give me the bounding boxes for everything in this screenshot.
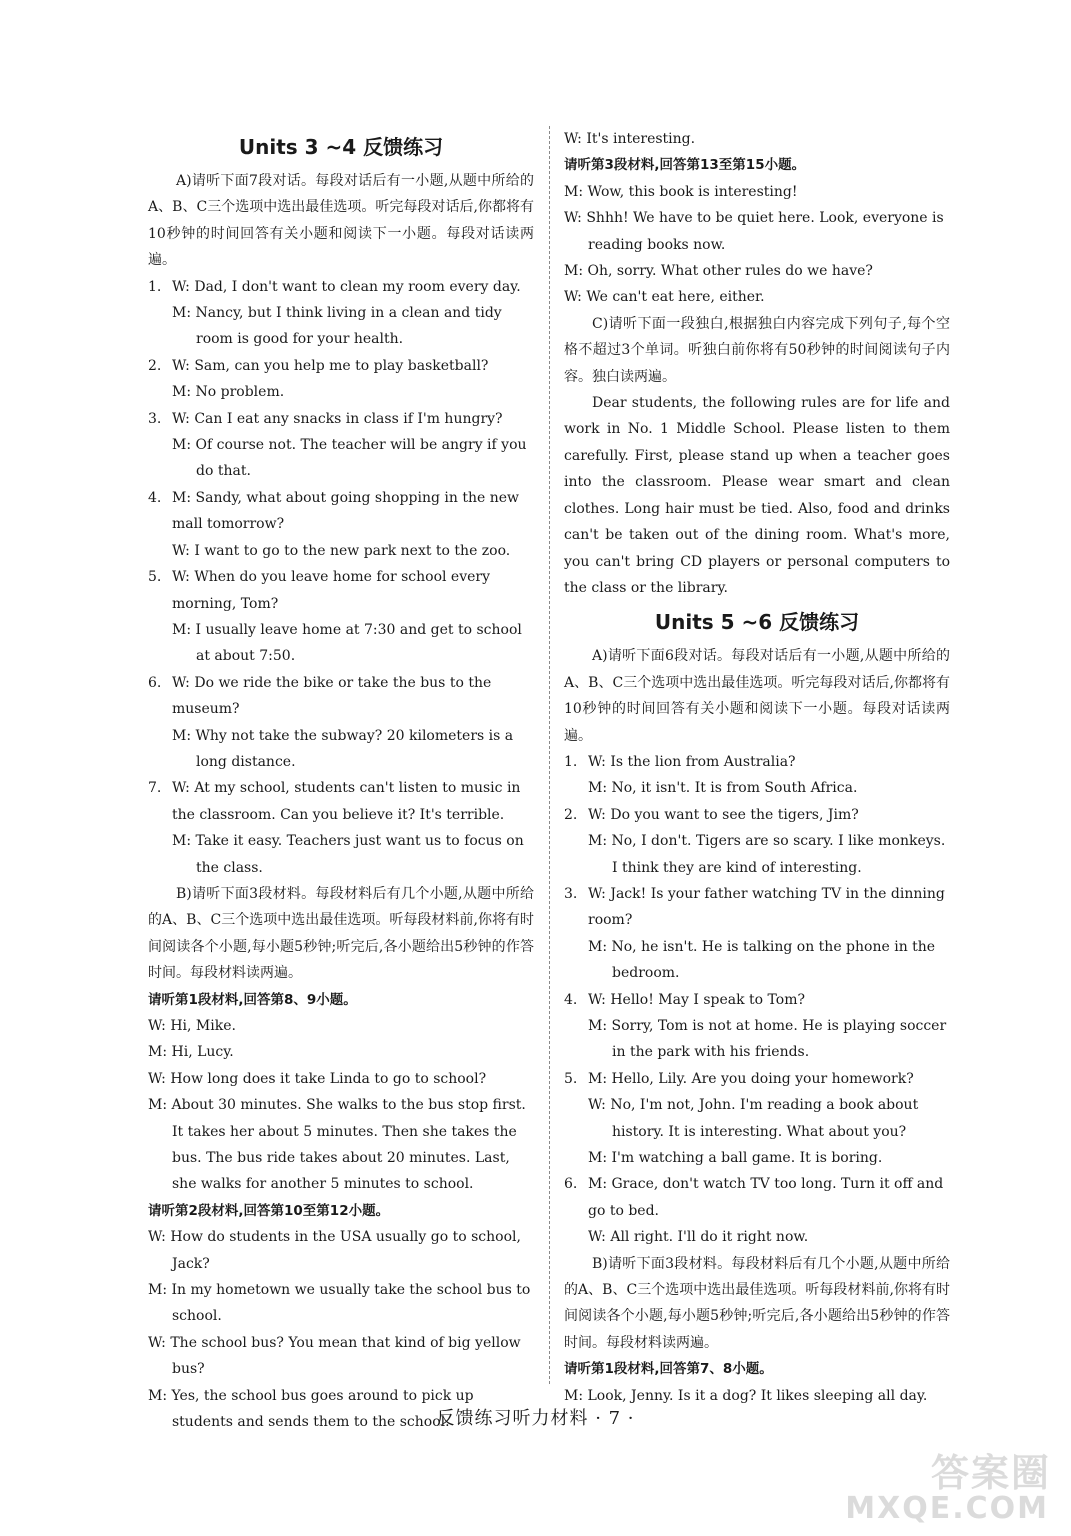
dialog-line: W: When do you leave home for school every morning, Tom?	[172, 569, 491, 612]
dialog-line: W: Jack! Is your father watching TV in the dinning room?	[588, 885, 945, 929]
script-line: W: Hi, Mike.	[148, 1018, 236, 1034]
dialog-reply: M: No, he isn't. He is talking on the phone in the bedroom.	[588, 938, 936, 982]
question-number: 5.	[564, 1070, 578, 1087]
instructions-b: B)请听下面3段材料。每段材料后有几个小题,从题中所给的A、B、C三个选项中选出最佳选项。听每段材料前,你将有时间阅读各个小题,每小题5秒钟;听完后,各小题给出5秒钟的作答时间。每段材料读两遍。	[148, 885, 534, 982]
dialog-item	[564, 1066, 950, 1092]
dialog-line: W: Do you want to see the tigers, Jim?	[588, 806, 859, 823]
watermark-top-text: 答案圈	[930, 1451, 1051, 1495]
question-number: 4.	[148, 489, 162, 506]
dialog-line: W: At my school, students can't listen to music in the classroom. Can you believe it? It's terrible.	[172, 780, 521, 823]
dialog-line: W: Sam, can you help me to play basketball?	[172, 357, 489, 374]
section-heading-units-3-4: Units 3 ~4 反馈练习	[238, 135, 444, 159]
script-line: W: How long does it take Linda to go to school?	[148, 1070, 487, 1087]
material-1-lines	[148, 1013, 534, 1198]
script-line: W: Shhh! We have to be quiet here. Look, everyone is reading books now.	[564, 210, 944, 253]
dialog-item	[148, 353, 534, 379]
script-line: M: Wow, this book is interesting!	[564, 183, 798, 200]
question-number: 2.	[564, 806, 578, 823]
dialog-item	[564, 802, 950, 828]
question-number: 3.	[148, 410, 162, 427]
script-line: M: Hi, Lucy.	[148, 1044, 234, 1061]
dialog-reply: M: No problem.	[172, 384, 285, 401]
dialog-line: W: Hello! May I speak to Tom?	[588, 991, 805, 1008]
question-number: 5.	[148, 569, 162, 586]
dialog-item	[148, 564, 534, 617]
script-line: M: About 30 minutes. She walks to the bus stop first. It takes her about 5 minutes. Then she takes the bus. The bus ride takes about 20 minutes. Last, she walks for another 5 minutes to school.	[148, 1097, 526, 1193]
question-number: 6.	[564, 1176, 578, 1193]
instructions-c: C)请听下面一段独白,根据独白内容完成下列句子,每个空格不超过3个单词。听独白前你将有50秒钟的时间阅读句子内容。独白读两遍。	[564, 315, 950, 385]
column-divider	[549, 126, 550, 1384]
instructions-b2: B)请听下面3段材料。每段材料后有几个小题,从题中所给的A、B、C三个选项中选出最佳选项。听每段材料前,你将有时间阅读各个小题,每小题5秒钟;听完后,各小题给出5秒钟的作答时间。每段材料读两遍。	[564, 1255, 950, 1351]
dialog-line: W: Do we ride the bike or take the bus to the museum?	[172, 674, 492, 718]
dialog-reply: M: Nancy, but I think living in a clean and tidy room is good for your health.	[172, 305, 502, 348]
question-number: 4.	[564, 991, 578, 1008]
dialog-line: M: Grace, don't watch TV too long. Turn it off and go to bed.	[588, 1176, 944, 1219]
dialog-reply: W: All right. I'll do it right now.	[588, 1229, 809, 1246]
dialog-item	[564, 987, 950, 1013]
dialog-item	[148, 485, 534, 538]
question-number: 6.	[148, 674, 162, 691]
dialog-reply: W: No, I'm not, John. I'm reading a book about history. It is interesting. What about you?	[588, 1097, 919, 1140]
dialog-item	[564, 749, 950, 775]
material-1-label: 请听第1段材料,回答第8、9小题。	[148, 991, 357, 1008]
left-column	[148, 126, 534, 1436]
question-number: 1.	[148, 278, 162, 295]
dialog-item	[148, 274, 534, 300]
question-number: 1.	[564, 753, 578, 770]
material-3-label: 请听第3段材料,回答第13至第15小题。	[564, 157, 806, 174]
question-number: 3.	[564, 885, 578, 902]
dialog-reply: M: Of course not. The teacher will be angry if you do that.	[172, 437, 527, 480]
script-line: W: How do students in the USA usually go to school, Jack?	[148, 1229, 521, 1272]
script-line: W: We can't eat here, either.	[564, 289, 765, 306]
dialog-reply: M: Take it easy. Teachers just want us to focus on the class.	[172, 833, 524, 876]
question-number: 2.	[148, 357, 162, 374]
right-column	[564, 126, 950, 1409]
dialog-reply: M: I'm watching a ball game. It is boring.	[588, 1150, 883, 1167]
dialog-reply: M: No, it isn't. It is from South Africa.	[588, 780, 858, 797]
dialog-reply: W: I want to go to the new park next to the zoo.	[172, 542, 511, 559]
dialog-item	[564, 881, 950, 934]
script-line: M: Look, Jenny. Is it a dog? It likes sleeping all day.	[564, 1387, 928, 1404]
dialog-reply: M: No, I don't. Tigers are so scary. I like monkeys. I think they are kind of interesting.	[588, 833, 946, 876]
dialog-item	[148, 670, 534, 723]
instructions-a: A)请听下面7段对话。每段对话后有一小题,从题中所给的A、B、C三个选项中选出最佳选项。听完每段对话后,你都将有10秒钟的时间回答有关小题和阅读下一小题。每段对话读两遍。	[148, 173, 534, 269]
dialog-reply: M: I usually leave home at 7:30 and get to school at about 7:50.	[172, 621, 522, 665]
script-line: W: The school bus? You mean that kind of big yellow bus?	[148, 1334, 521, 1378]
dialog-reply: M: Sorry, Tom is not at home. He is playing soccer in the park with his friends.	[588, 1018, 947, 1061]
material-2-label: 请听第2段材料,回答第10至第12小题。	[148, 1202, 390, 1219]
monologue-text: Dear students, the following rules are for life and work in No. 1 Middle School. Please listen to them carefully. First, please stand up when a teacher goes into the classroom. Please wear smart and clean clothes. Long hair must be tied. Also, food and drinks can't be taken out of the dining room. What's more, you can't bring CD players or personal computers to the class or the library.	[564, 395, 950, 596]
script-line: M: In my hometown we usually take the school bus to school.	[148, 1282, 531, 1325]
dialog-line: W: Can I eat any snacks in class if I'm hungry?	[172, 410, 503, 427]
script-line: M: Yes, the school bus goes around to pick up students and sends them to the school.	[148, 1387, 474, 1431]
dialog-item	[564, 1171, 950, 1224]
dialog-line: W: Is the lion from Australia?	[588, 753, 796, 770]
material-1b-label: 请听第1段材料,回答第7、8小题。	[564, 1361, 773, 1378]
watermark-logo	[845, 1440, 1059, 1530]
instructions-a2: A)请听下面6段对话。每段对话后有一小题,从题中所给的A、B、C三个选项中选出最佳选项。听完每段对话后,你都将有10秒钟的时间回答有关小题和阅读下一小题。每段对话读两遍。	[564, 648, 950, 744]
dialog-line: M: Hello, Lily. Are you doing your homework?	[588, 1070, 914, 1087]
dialog-line: W: Dad, I don't want to clean my room every day.	[172, 278, 521, 295]
script-line: W: It's interesting.	[564, 131, 696, 147]
dialog-item	[148, 775, 534, 828]
dialog-list	[148, 274, 534, 881]
material-3-lines	[564, 179, 950, 311]
dialog-reply: M: Why not take the subway? 20 kilometers is a long distance.	[172, 727, 514, 770]
page-footer: 反馈练习听力材料 · 7 ·	[436, 1408, 635, 1429]
watermark-url-text: MXQE.COM	[845, 1491, 1049, 1526]
section-heading-units-5-6: Units 5 ~6 反馈练习	[654, 610, 860, 635]
dialog-line: M: Sandy, what about going shopping in the new mall tomorrow?	[172, 489, 519, 533]
dialog-item	[148, 406, 534, 432]
script-line: M: Oh, sorry. What other rules do we have?	[564, 263, 873, 280]
question-number: 7.	[148, 780, 162, 797]
dialog-list-2	[564, 749, 950, 1251]
